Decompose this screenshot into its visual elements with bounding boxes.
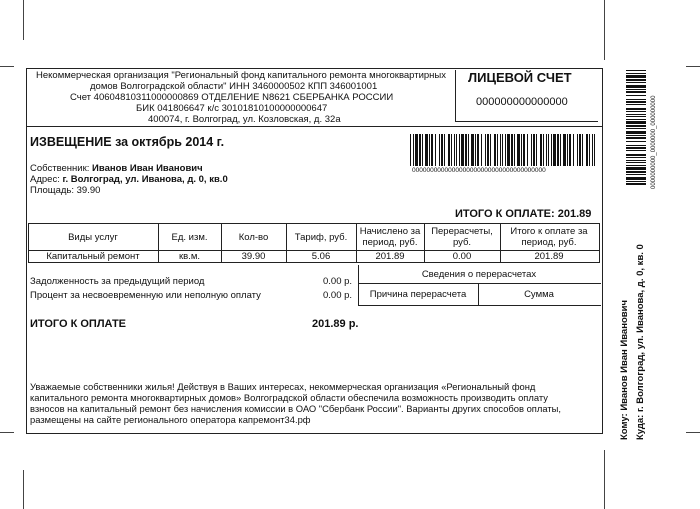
barcode-bar (527, 134, 528, 166)
barcode-bar (425, 134, 428, 166)
barcode-bar (563, 134, 566, 166)
barcode-bar (626, 125, 646, 127)
barcode-bar (475, 134, 476, 166)
barcode-bar (540, 134, 542, 166)
barcode-bar (573, 134, 574, 166)
barcode-bar (533, 134, 535, 166)
table-cell-charged: 201.89 (375, 251, 405, 262)
footer-note-line: размещены на сайте регионального оператора капремонт34.рф (30, 414, 311, 425)
barcode-bar (468, 134, 469, 166)
owner-row (30, 163, 203, 174)
barcode-bar (626, 154, 646, 156)
barcode-bar (626, 73, 646, 74)
penalty-label: Процент за несвоевременную или неполную оплату (30, 290, 261, 301)
penalty-value: 0.00 р. (323, 290, 353, 301)
account-label: ЛИЦЕВОЙ СЧЕТ (468, 70, 572, 85)
barcode-bar (626, 70, 646, 71)
header-separator (26, 126, 603, 127)
area-row (30, 185, 100, 196)
barcode-bar (589, 134, 590, 166)
barcode-bar (551, 134, 552, 166)
fold-mark (0, 66, 14, 67)
barcode-bar (431, 134, 433, 166)
barcode-bar (626, 183, 646, 185)
barcode-bar (461, 134, 464, 166)
table-cell-period-total: 201.89 (534, 251, 564, 262)
table-cell-recalc: 0.00 (452, 251, 472, 262)
footer-note-line: капитального ремонта многоквартирных домов» Волгоградской области обеспечила возможность производить оплату (30, 392, 548, 403)
barcode-bar (626, 114, 646, 115)
barcode-bar (500, 134, 501, 166)
header-quantity: Кол-во (238, 232, 269, 243)
barcode-bar (626, 150, 646, 151)
barcode-bar (485, 134, 486, 166)
table-cell-tariff: 5.06 (311, 251, 331, 262)
envelope-to: Кому: Иванов Иван Иванович (619, 300, 630, 440)
address-row (30, 174, 228, 185)
header-recalc (424, 226, 500, 248)
barcode-bar (626, 91, 646, 93)
table-cell-unit: кв.м. (178, 251, 200, 262)
barcode-bar (626, 116, 646, 117)
barcode-bar (502, 134, 503, 166)
barcode-bar (626, 165, 646, 166)
barcode-bar (531, 134, 532, 166)
cut-mark (604, 450, 605, 509)
barcode-bar (626, 174, 646, 175)
barcode-bar (626, 162, 646, 163)
envelope-recipient-block (618, 240, 648, 440)
header-charged (356, 226, 424, 248)
footer-note (30, 381, 596, 425)
barcode-bar (441, 134, 443, 166)
recalc-reason-header: Причина перерасчета (369, 289, 467, 300)
barcode-bar (459, 134, 460, 166)
barcode-bar (444, 134, 445, 166)
barcode-bar (626, 85, 646, 88)
barcode-bar (569, 134, 571, 166)
barcode-caption: 0000000000000000000000000000000000000 (412, 167, 546, 174)
grand-total-value: 201.89 р. (312, 318, 359, 330)
barcode-bar (435, 134, 436, 166)
barcode-bar (626, 171, 646, 173)
prev-debt-value: 0.00 р. (323, 276, 353, 287)
barcode-bar (626, 121, 646, 124)
barcode-bar (497, 134, 498, 166)
recalc-sum-header: Сумма (524, 289, 554, 300)
header-unit: Ед. изм. (171, 232, 208, 243)
barcode-bar (548, 134, 549, 166)
area-label: Площадь: (30, 185, 74, 196)
header-period-total-line: Итого к оплате за (510, 226, 588, 237)
barcode-bar (413, 134, 414, 166)
footer-note-line: взносов на капитальный ремонт без начисления комиссии в ОАО "Сбербанк России". Варианты других способов оплаты, (30, 403, 561, 414)
recalc-title: Сведения о перерасчетах (421, 269, 537, 280)
barcode-bar (626, 128, 646, 129)
footer-note-line: Уважаемые собственники жилья! Действуя в Ваших интересах, некоммерческая организация «Региональный фонд (30, 381, 536, 392)
barcode-bar (451, 134, 452, 166)
barcode-bar (448, 134, 450, 166)
owner-label: Собственник: (30, 163, 90, 174)
barcode-bar (517, 134, 520, 166)
barcode-bar (410, 134, 411, 166)
area-value: 39.90 (76, 185, 101, 196)
payment-barcode (408, 134, 598, 166)
barcode-bar (592, 134, 593, 166)
barcode-bar (415, 134, 418, 166)
cut-mark (23, 470, 24, 509)
table-cell-quantity: 39.90 (241, 251, 266, 262)
barcode-bar (439, 134, 440, 166)
barcode-bar (626, 95, 646, 96)
total-to-pay: ИТОГО К ОПЛАТЕ: 201.89 (455, 208, 592, 220)
barcode-bar (487, 134, 489, 166)
barcode-bar (626, 99, 646, 100)
barcode-bar (471, 134, 474, 166)
barcode-bar (626, 177, 646, 180)
barcode-bar (626, 104, 646, 105)
address-label: Адрес: (30, 174, 60, 185)
barcode-bar (505, 134, 506, 166)
fold-mark (686, 432, 700, 433)
barcode-bar (429, 134, 430, 166)
bik-line: БИК 041806647 к/с 30101810100000000647 (136, 103, 328, 114)
barcode-bar (567, 134, 568, 166)
barcode-bar (536, 134, 537, 166)
cut-mark (604, 0, 605, 60)
header-period-total-line: период, руб. (521, 237, 577, 248)
barcode-bar (514, 134, 515, 166)
barcode-bar (560, 134, 561, 166)
barcode-bar (507, 134, 510, 166)
barcode-bar (553, 134, 556, 166)
barcode-bar (481, 134, 482, 166)
barcode-bar (626, 108, 646, 110)
barcode-bar (626, 145, 646, 146)
account-number: 000000000000000 (476, 96, 568, 108)
org-address-line: 400074, г. Волгоград, ул. Козловская, д. 32а (148, 114, 341, 125)
barcode-bar (626, 89, 646, 90)
barcode-bar (543, 134, 544, 166)
barcode-bar (626, 137, 646, 139)
header-recalc-line: Перерасчеты, (431, 226, 493, 237)
barcode-bar (594, 134, 595, 166)
header-recalc-line: руб. (452, 237, 472, 248)
barcode-bar (494, 134, 496, 166)
envelope-where: Куда: г. Волгоград, ул. Иванова, д. 0, кв. 0 (635, 244, 646, 440)
barcode-bar (626, 167, 646, 170)
barcode-bar (626, 82, 646, 83)
barcode-bar (477, 134, 479, 166)
barcode-bar (626, 119, 646, 120)
barcode-bar (419, 134, 421, 166)
address-value: г. Волгоград, ул. Иванова, д. 0, кв.0 (62, 174, 228, 185)
barcode-bar (582, 134, 583, 166)
header-tariff: Тариф, руб. (294, 232, 348, 243)
org-line-1: Некоммерческая организация "Региональный фонд капитального ремонта многоквартирных (36, 70, 447, 81)
recalc-header-divider (358, 283, 601, 284)
grand-total-label: ИТОГО К ОПЛАТЕ (30, 318, 127, 330)
barcode-bar (546, 134, 547, 166)
barcode-bar (521, 134, 522, 166)
notice-title: ИЗВЕЩЕНИЕ за октябрь 2014 г. (30, 135, 225, 149)
barcode-bar (454, 134, 455, 166)
barcode-bar (626, 135, 646, 136)
barcode-bar (579, 134, 581, 166)
fold-mark (686, 66, 700, 67)
table-cell-service: Капитальный ремонт (46, 251, 140, 262)
barcode-bar (626, 160, 646, 161)
barcode-bar (626, 75, 646, 78)
barcode-bar (626, 131, 646, 134)
header-period-total (500, 226, 598, 248)
barcode-bar (465, 134, 467, 166)
barcode-bar (586, 134, 588, 166)
org-line-2: домов Волгоградской области" ИНН 3460000502 КПП 346001001 (90, 81, 378, 92)
header-service-type: Виды услуг (68, 232, 118, 243)
barcode-bar (626, 157, 646, 158)
barcode-bar (626, 111, 646, 112)
barcode-bar (422, 134, 423, 166)
side-barcode (626, 68, 646, 188)
barcode-bar (626, 147, 646, 149)
header-charged-line: период, руб. (362, 237, 418, 248)
cut-mark (23, 0, 24, 40)
side-barcode-caption: 0000000000_0000000_000000000 (651, 95, 657, 189)
barcode-bar (626, 101, 646, 103)
owner-name: Иванов Иван Иванович (92, 163, 203, 174)
header-charged-line: Начислено за (359, 226, 421, 237)
barcode-bar (557, 134, 559, 166)
barcode-bar (456, 134, 457, 166)
barcode-bar (490, 134, 491, 166)
barcode-bar (626, 181, 646, 182)
bank-account-line: Счет 40604810311000000869 ОТДЕЛЕНИЕ N8621 СБЕРБАНКА РОССИИ (70, 92, 394, 103)
barcode-bar (523, 134, 525, 166)
barcode-bar (511, 134, 513, 166)
barcode-bar (577, 134, 578, 166)
fold-mark (0, 432, 14, 433)
barcode-bar (626, 79, 646, 81)
barcode-bar (626, 141, 646, 142)
prev-debt-label: Задолженность за предыдущий период (30, 276, 205, 287)
